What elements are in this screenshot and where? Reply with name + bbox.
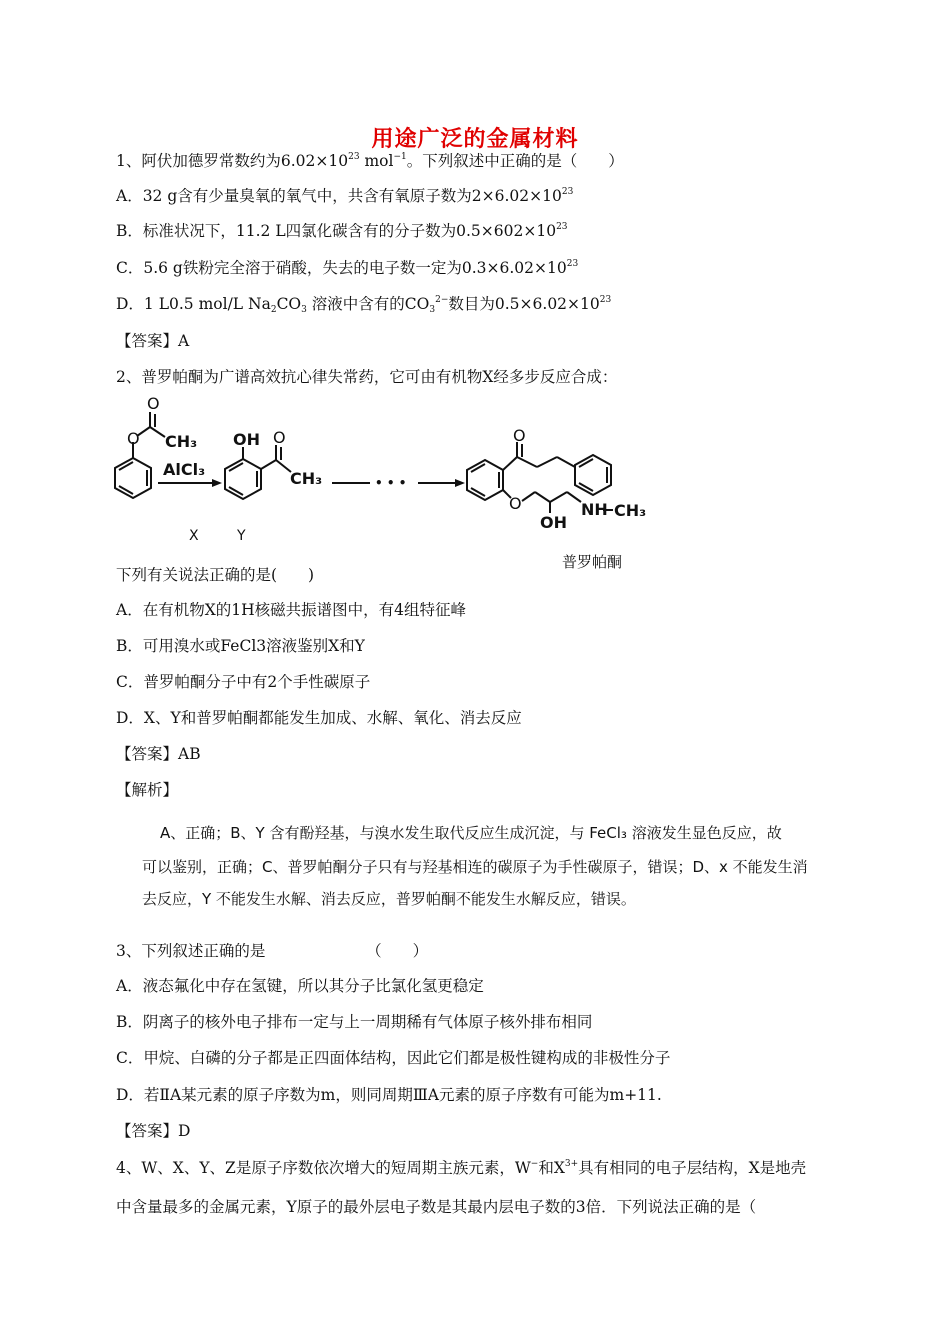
product-nh: NH bbox=[581, 500, 608, 519]
q2-option-c: C．普罗帕酮分子中有2个手性碳原子 bbox=[116, 673, 371, 691]
q3-answer: 【答案】D bbox=[116, 1122, 191, 1140]
arrow-1-head bbox=[212, 479, 222, 487]
q3-option-b: B．阴离子的核外电子排布一定与上一周期稀有气体原子核外排布相同 bbox=[116, 1013, 593, 1031]
q3-option-c: C．甲烷、白磷的分子都是正四面体结构，因此它们都是极性键构成的非极性分子 bbox=[116, 1049, 671, 1067]
label-propafenone: 普罗帕酮 bbox=[562, 553, 623, 571]
reagent-alcl3: AlCl₃ bbox=[163, 460, 206, 479]
y-oh: OH bbox=[233, 430, 260, 449]
x-ch3: CH₃ bbox=[165, 432, 198, 451]
product-carbonyl-o: O bbox=[513, 426, 526, 445]
q2-option-b: B．可用溴水或FeCl3溶液鉴别X和Y bbox=[116, 637, 365, 655]
product-oh: OH bbox=[540, 513, 567, 532]
product-phenyl-ring bbox=[575, 455, 611, 495]
q3-option-d: D．若ⅡA某元素的原子序数为m，则同周期ⅢA元素的原子序数有可能为m+11. bbox=[116, 1086, 662, 1104]
x-ester-o: O bbox=[127, 429, 140, 448]
q2-analysis-line-1: A、正确；B、Y 含有酚羟基，与溴水发生取代反应生成沉淀，与 FeCl₃ 溶液发生显色反应，故 bbox=[160, 824, 782, 842]
arrow-2-head bbox=[455, 479, 465, 487]
q3-option-a: A．液态氟化中存在氢键，所以其分子比氯化氢更稳定 bbox=[116, 977, 484, 995]
y-ch3: CH₃ bbox=[290, 469, 323, 488]
q2-analysis-line-3: 去反应，Y 不能发生水解、消去反应，普罗帕酮不能发生水解反应，错误。 bbox=[142, 890, 636, 908]
q2-stem: 2、普罗帕酮为广谱高效抗心律失常药，它可由有机物X经多步反应合成： bbox=[116, 368, 618, 386]
label-x: X bbox=[189, 528, 199, 544]
product-ch3: CH₃ bbox=[614, 501, 647, 520]
q2-analysis-label: 【解析】 bbox=[116, 781, 179, 799]
x-carbonyl-o: O bbox=[147, 395, 160, 413]
q2-analysis-line-2: 可以鉴别，正确；C、普罗帕酮分子只有与羟基相连的碳原子为手性碳原子，错误；D、x 不能发生消 bbox=[142, 858, 808, 876]
q3-stem: 3、下列叙述正确的是 （ ） bbox=[116, 942, 429, 960]
page-title: 用途广泛的金属材料 bbox=[371, 127, 579, 152]
q1-option-b: B．标准状况下，11.2 L四氯化碳含有的分子数为$0.5\times 602\times 10^{23}$ bbox=[116, 222, 568, 240]
reaction-dots: • • • bbox=[375, 476, 407, 490]
q1-answer: 【答案】A bbox=[116, 332, 190, 350]
label-y: Y bbox=[237, 528, 246, 544]
x-benzene-ring bbox=[115, 458, 151, 498]
q2-option-d: D．X、Y和普罗帕酮都能发生加成、水解、氧化、消去反应 bbox=[116, 709, 522, 727]
q2-answer: 【答案】AB bbox=[116, 745, 201, 763]
q4-stem-line-2: 中含量最多的金属元素，Y原子的最外层电子数是其最内层电子数的3倍．下列说法正确的是（ bbox=[116, 1198, 757, 1216]
q4-stem-line-1: 4、W、X、Y、Z是原子序数依次增大的短周期主族元素，W−和$X^{3+}$具有相同的电子层结构，X是地壳 bbox=[116, 1159, 807, 1177]
q2-option-a: A．在有机物X的1H核磁共振谱图中，有4组特征峰 bbox=[116, 601, 466, 619]
q1-option-d: D．1 L0.5 mol/L $Na_2CO_3$ 溶液中含有的$CO_3^{2-}$数目为$0.5\times 6.02\times 10^{23}$ bbox=[116, 295, 612, 315]
q1-option-a: A．32 g含有少量臭氧的氧气中，共含有氧原子数为$2\times 6.02\times 10^{23}$ bbox=[116, 187, 574, 205]
reaction-scheme bbox=[0, 395, 950, 575]
y-benzene-ring bbox=[225, 459, 261, 499]
y-carbonyl-o: O bbox=[273, 428, 286, 447]
q2-question: 下列有关说法正确的是( ) bbox=[116, 566, 315, 584]
product-benzene-ring bbox=[467, 460, 503, 500]
q1-stem: 1、阿伏加德罗常数约为$6.02\times 10^{23}$ mol$^{-1}$。下列叙述中正确的是（ ） bbox=[116, 152, 624, 170]
product-ether-o: O bbox=[509, 494, 522, 513]
q1-option-c: C．5.6 g铁粉完全溶于硝酸，失去的电子数一定为$0.3\times 6.02\times 10^{23}$ bbox=[116, 259, 579, 277]
